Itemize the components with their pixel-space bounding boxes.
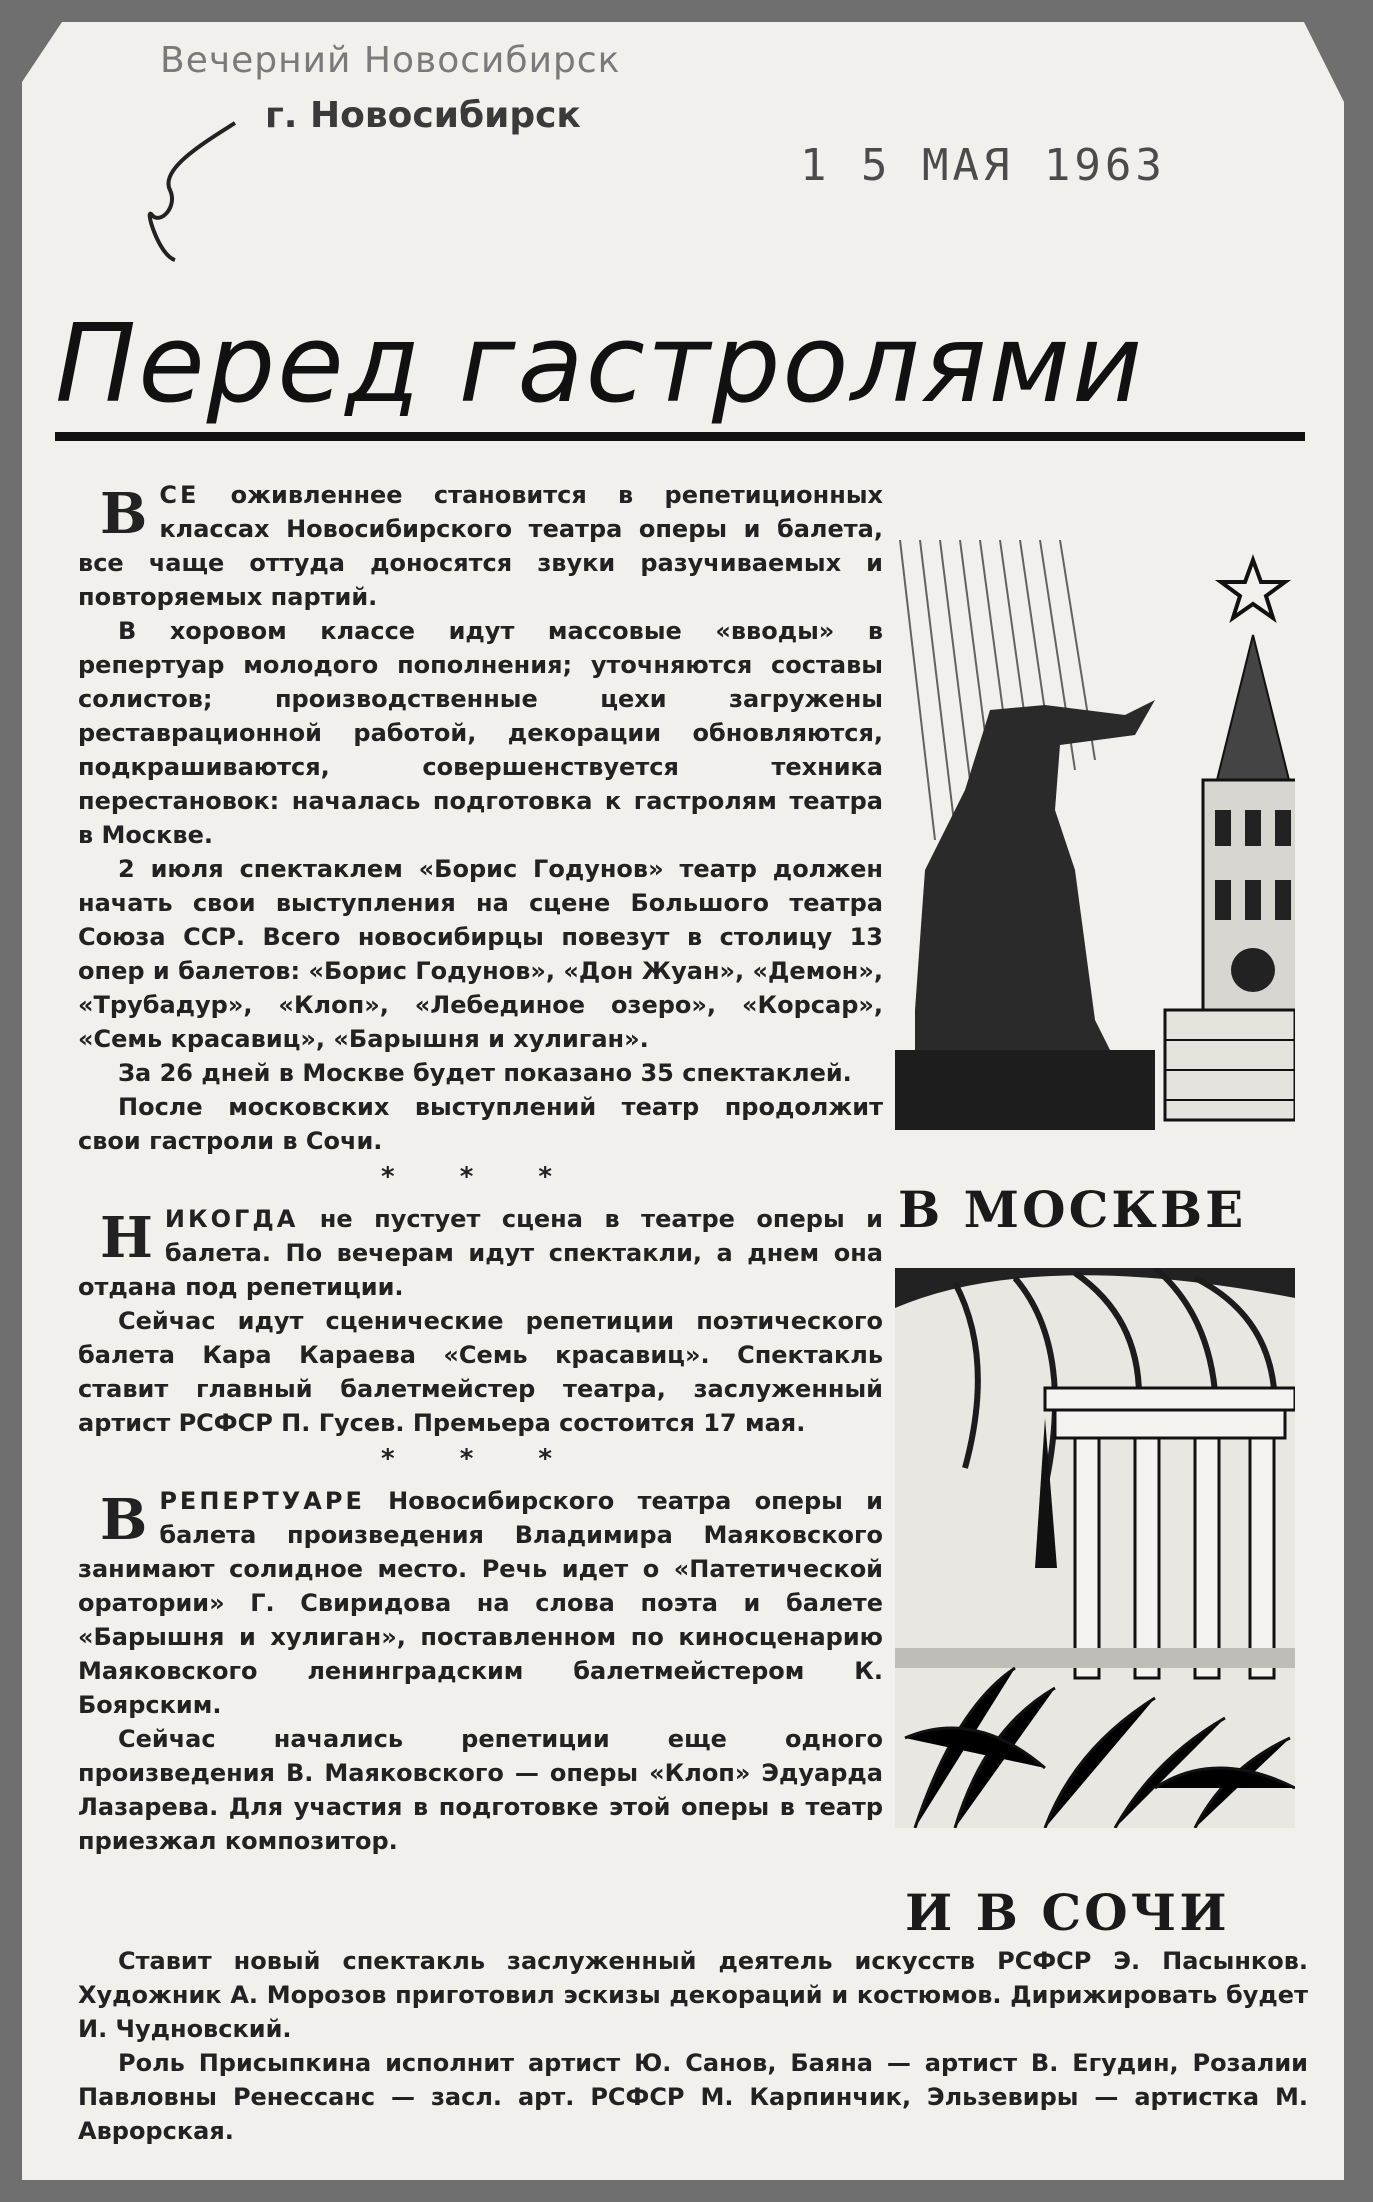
caption-sochi: И В СОЧИ [905,1883,1230,1942]
section1-lead [78,478,883,614]
section2-lead [78,1202,883,1304]
paragraph: После московских выступлений театр продолжит свои гастроли в Сочи. [78,1093,883,1155]
paragraph: Ставит новый спектакль заслуженный деятель искусств РСФСР Э. Пасынков. Художник А. Морозов приготовил эскизы декораций и костюмов. Дирижировать будет И. Чудновский. [78,1947,1308,2043]
newspaper-name-stamp: Вечерний Новосибирск [160,40,621,81]
date-stamp: 1 5 МАЯ 1963 [800,140,1166,191]
paragraph: Сейчас начались репетиции еще одного произведения В. Маяковского — оперы «Клоп» Эдуарда Лазарева. Для участия в подготовке этой оперы в театр приезжал композитор. [78,1725,883,1855]
city-stamp: г. Новосибирск [265,95,581,136]
article-column [78,478,883,1858]
paragraph: За 26 дней в Москве будет показано 35 спектаклей. [118,1059,852,1087]
handwritten-mark-icon [140,115,250,265]
lead-caps: СЕ [159,481,200,509]
lead-caps: РЕПЕРТУАРЕ [159,1487,365,1515]
paragraph: Роль Присыпкина исполнит артист Ю. Санов, Баяна — артист В. Егудин, Розалии Павловны Ренессанс — засл. арт. РСФСР М. Карпинчик, Эльзевиры — артистка М. Аврорская. [78,2049,1308,2145]
lead-text: не пустует сцена в театре оперы и балета. По вечерам идут спектакли, а днем она отдана под репетиции. [78,1205,883,1301]
paragraph: 2 июля спектаклем «Борис Годунов» театр должен начать свои выступления на сцене Большого театра Союза ССР. Всего новосибирцы повезут в столицу 13 опер и балетов: «Борис Годунов», «Дон Жуан», «Демон», «Трубадур», «Клоп», «Лебединое озеро», «Корсар», «Семь красавиц», «Барышня и хулиган». [78,855,883,1053]
caption-moscow: В МОСКВЕ [898,1180,1247,1239]
section-separator: * * * [381,1162,580,1192]
page-title: Перед гастролями [55,300,1305,441]
drop-cap: В [100,481,148,547]
drop-cap: В [100,1487,148,1553]
lead-text: оживленнее становится в репетиционных классах Новосибирского театра оперы и балета, все чаще оттуда доносятся звуки разучиваемых и повторяемых партий. [78,481,883,611]
paragraph: В хоровом классе идут массовые «вводы» в репертуар молодого пополнения; уточняются составы солистов; производственные цехи загружены реставрационной работой, декорации обновляются, подкрашиваются, совершенствуется техника перестановок: началась подготовка к гастролям театра в Москве. [78,617,883,849]
sochi-illustration [895,1268,1295,1828]
section3-lead [78,1484,883,1722]
moscow-illustration [895,540,1295,1130]
lead-text: Новосибирского театра оперы и балета произведения Владимира Маяковского занимают солидное место. Речь идет о «Патетической оратории» Г. Свиридова на слова поэта и балете «Барышня и хулиган», поставленном по киносценарию Маяковского ленинградским балетмейстером К. Боярским. [78,1487,883,1719]
drop-cap: Н [100,1205,153,1271]
article-wide-text [78,1944,1308,2148]
paragraph: Сейчас идут сценические репетиции поэтического балета Кара Караева «Семь красавиц». Спектакль ставит главный балетмейстер театра, заслуженный артист РСФСР П. Гусев. Премьера состоится 17 мая. [78,1307,883,1437]
lead-caps: ИКОГДА [164,1205,299,1233]
section-separator: * * * [381,1444,580,1474]
